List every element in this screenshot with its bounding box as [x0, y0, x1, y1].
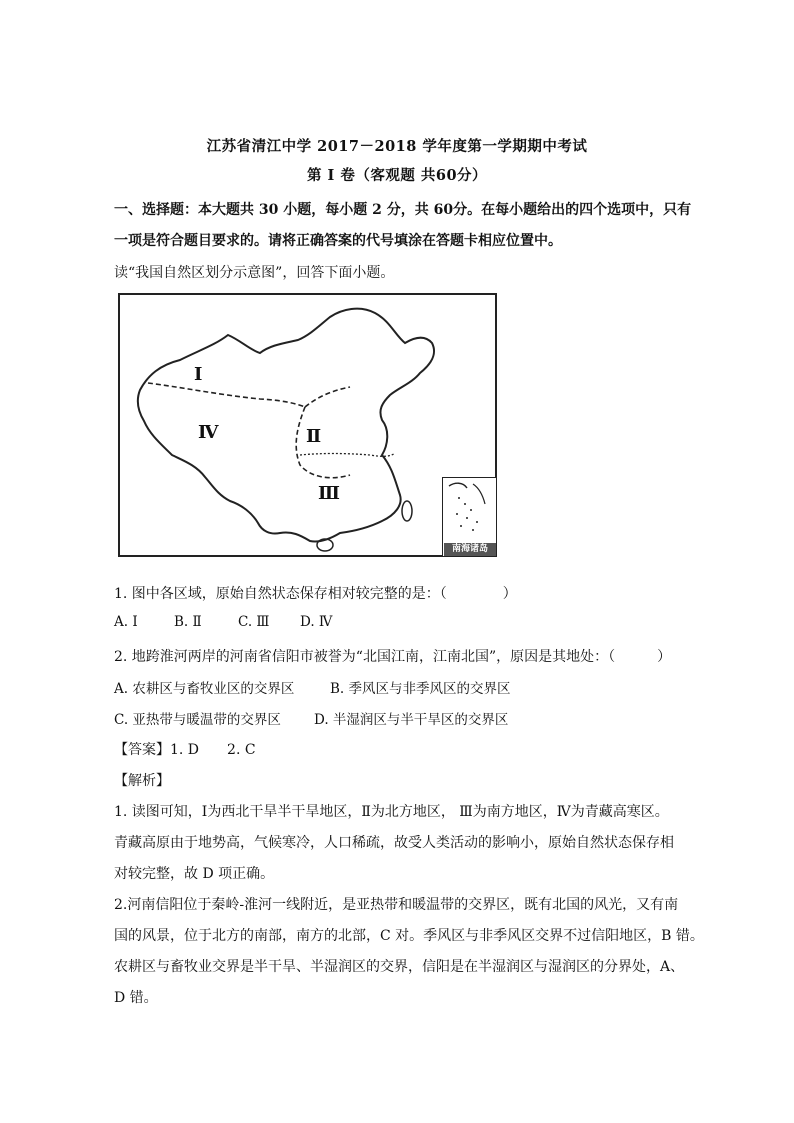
section-heading-line2: 一项是符合题目要求的。请将正确答案的代号填涂在答题卡相应位置中。 [114, 233, 562, 249]
question-1-option-d: D. Ⅳ [300, 614, 333, 630]
question-1-option-c: C. Ⅲ [238, 614, 270, 630]
region-label-4: Ⅳ [198, 422, 219, 443]
analysis-label: 【解析】 [114, 773, 170, 789]
inset-label: 南海诸岛 [444, 543, 496, 556]
region-label-3: Ⅲ [318, 483, 340, 504]
answer-line: 【答案】1. D 2. C [114, 742, 256, 758]
page-subtitle: 第 I 卷（客观题 共60分） [306, 167, 488, 184]
question-intro: 读“我国自然区划分示意图”，回答下面小题。 [114, 265, 395, 281]
question-2-option-b: B. 季风区与非季风区的交界区 [330, 681, 511, 697]
analysis-line-4: 2.河南信阳位于秦岭-淮河一线附近，是亚热带和暖温带的交界区，既有北国的风光，又有南 [114, 897, 679, 913]
question-1-option-b: B. Ⅱ [174, 614, 202, 630]
inset-islands-svg [443, 478, 495, 538]
region-label-2: Ⅱ [306, 426, 322, 447]
section-heading-line1: 一、选择题：本大题共 30 小题，每小题 2 分，共 60分。在每小题给出的四个选项中，只有 [114, 202, 692, 218]
analysis-line-5: 国的风景，位于北方的南部，南方的北部，C 对。季风区与非季风区交界不过信阳地区，B 错。 [114, 928, 704, 944]
question-2-option-a: A. 农耕区与畜牧业区的交界区 [114, 681, 295, 697]
analysis-line-3: 对较完整，故 D 项正确。 [114, 866, 275, 882]
china-region-map [118, 293, 497, 557]
analysis-line-6: 农耕区与畜牧业交界是半干旱、半湿润区的交界，信阳是在半湿润区与湿润区的分界处，A、 [114, 959, 685, 975]
china-outline-svg [120, 295, 495, 555]
analysis-line-2: 青藏高原由于地势高，气候寒冷，人口稀疏，故受人类活动的影响小，原始自然状态保存相 [114, 835, 674, 851]
analysis-line-1: 1. 读图可知，Ⅰ为西北干旱半干旱地区，Ⅱ为北方地区， Ⅲ为南方地区，Ⅳ为青藏高寒区。 [114, 804, 669, 820]
page-title: 江苏省清江中学 2017－2018 学年度第一学期期中考试 [206, 138, 588, 155]
question-2-option-c: C. 亚热带与暖温带的交界区 [114, 712, 281, 728]
question-2-option-d: D. 半湿润区与半干旱区的交界区 [314, 712, 509, 728]
region-label-1: I [194, 364, 203, 385]
analysis-line-7: D 错。 [114, 990, 158, 1006]
question-1-stem: 1. 图中各区域，原始自然状态保存相对较完整的是：（ ） [114, 586, 517, 602]
question-2-stem: 2. 地跨淮河两岸的河南省信阳市被誉为“北国江南，江南北国”，原因是其地处：（ ） [114, 649, 672, 665]
question-1-option-a: A. Ⅰ [114, 614, 138, 630]
